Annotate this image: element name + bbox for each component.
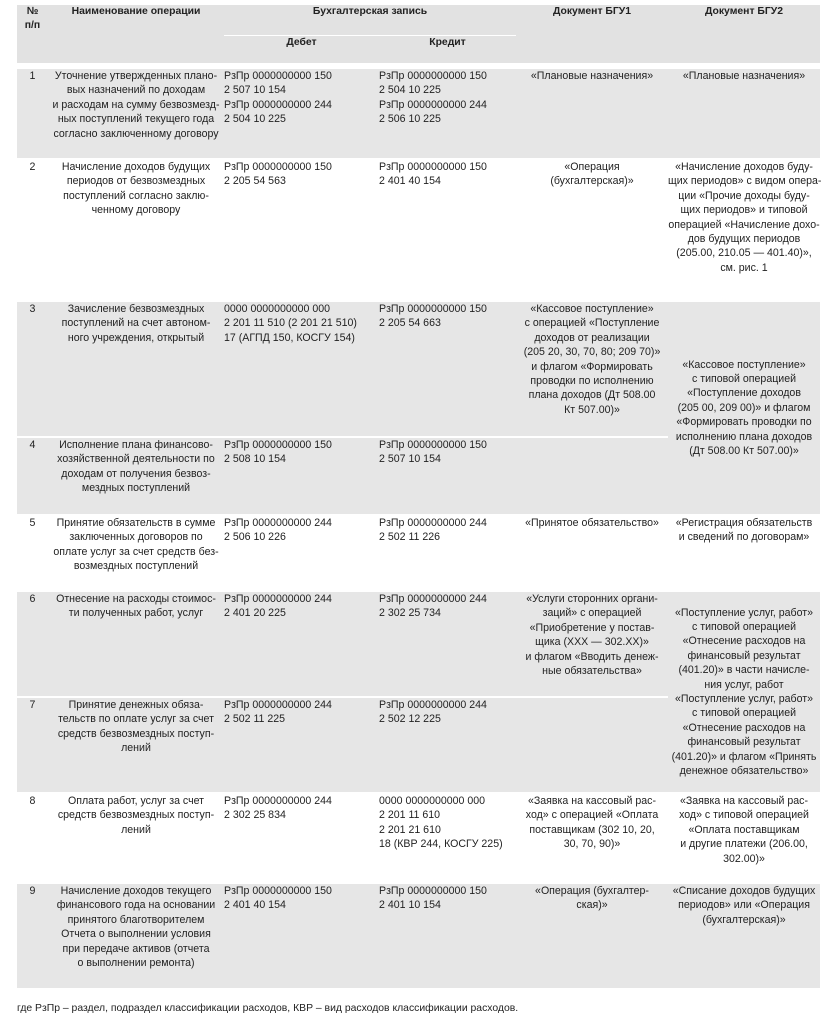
debit-cell: РзПр 0000000000 244 2 302 25 834 (224, 793, 379, 883)
credit-cell: РзПр 0000000000 244 2 302 25 734 (379, 591, 516, 697)
credit-cell: РзПр 0000000000 150 2 507 10 154 (379, 437, 516, 515)
operation-name: Начисление доходов будущих периодов от безвозмездных поступлений согласно заклю- ченному договору (48, 159, 224, 301)
credit-cell: РзПр 0000000000 244 2 502 12 225 (379, 697, 516, 793)
header-bgu2: Документ БГУ2 (668, 5, 820, 63)
operation-name: Зачисление безвозмездных поступлений на счет автоном- ного учреждения, открытый (48, 301, 224, 437)
table-row (17, 515, 820, 591)
bgu1-cell: «Операция (бухгалтерская)» (516, 159, 668, 301)
debit-cell: РзПр 0000000000 150 2 507 10 154 РзПр 0000000000 244 2 504 10 225 (224, 69, 379, 159)
bgu2-cell: «Заявка на кассовый рас- ход» с типовой операцией «Оплата поставщикам и другие платежи (206.00, 302.00)» (668, 793, 820, 883)
bgu1-cell: «Заявка на кассовый рас- ход» с операцией «Оплата поставщикам (302 10, 20, 30, 70, 90)» (516, 793, 668, 883)
operation-name: Исполнение плана финансово- хозяйственной деятельности по доходам от получения безвоз- мездных поступлений (48, 437, 224, 515)
debit-cell: РзПр 0000000000 150 2 205 54 563 (224, 159, 379, 301)
bgu1-cell (516, 697, 668, 793)
bgu1-cell: «Кассовое поступление» с операцией «Поступление доходов от реализации (205 20, 30, 70, 80; 209 70)» и флагом «Формировать проводки по исполнению плана доходов (Дт 508.00 Кт 507.00)» (516, 301, 668, 437)
credit-cell: РзПр 0000000000 244 2 502 11 226 (379, 515, 516, 591)
bgu2-cell: «Плановые назначения» (668, 69, 820, 159)
row-number: 3 (17, 301, 48, 437)
table-row (17, 883, 820, 989)
bgu1-cell: «Плановые назначения» (516, 69, 668, 159)
debit-cell: РзПр 0000000000 244 2 502 11 225 (224, 697, 379, 793)
bgu2-cell: «Регистрация обязательств и сведений по договорам» (668, 515, 820, 591)
credit-cell: РзПр 0000000000 150 2 401 40 154 (379, 159, 516, 301)
debit-cell: РзПр 0000000000 244 2 506 10 226 (224, 515, 379, 591)
table-row (17, 69, 820, 159)
header-operation: Наименование операции (48, 5, 224, 63)
table-row (17, 793, 820, 883)
operation-name: Принятие обязательств в сумме заключенных договоров по оплате услуг за счет средств без- возмездных поступлений (48, 515, 224, 591)
bgu1-cell: «Услуги сторонних органи- заций» с операцией «Приобретение у постав- щика (ХХХ — 302.ХХ)» и флагом «Вводить денеж- ные обязательства» (516, 591, 668, 697)
debit-cell: РзПр 0000000000 150 2 508 10 154 (224, 437, 379, 515)
operations-table (17, 5, 820, 990)
row-number: 8 (17, 793, 48, 883)
row-number: 5 (17, 515, 48, 591)
bgu2-cell: «Начисление доходов буду- щих периодов» с видом опера- ции «Прочие доходы буду- щих периодов» и типовой операцией «Начисление дохо- дов будущих периодов (205.00, 210.05 — 401.40)», см. рис. 1 (668, 159, 820, 301)
header-accounting-entry: Бухгалтерская запись (224, 5, 516, 36)
row-number: 1 (17, 69, 48, 159)
row-number: 4 (17, 437, 48, 515)
bgu2-cell: «Списание доходов будущих периодов» или «Операция (бухгалтерская)» (668, 883, 820, 989)
debit-cell: РзПр 0000000000 150 2 401 40 154 (224, 883, 379, 989)
bgu1-cell: «Операция (бухгалтер- ская)» (516, 883, 668, 989)
credit-cell: РзПр 0000000000 150 2 205 54 663 (379, 301, 516, 437)
debit-cell: РзПр 0000000000 244 2 401 20 225 (224, 591, 379, 697)
row-number: 2 (17, 159, 48, 301)
bgu1-cell (516, 437, 668, 515)
header-credit: Кредит (379, 36, 516, 64)
header-debit: Дебет (224, 36, 379, 64)
operation-name: Отнесение на расходы стоимос- ти полученных работ, услуг (48, 591, 224, 697)
debit-cell: 0000 0000000000 000 2 201 11 510 (2 201 21 510) 17 (АГПД 150, КОСГУ 154) (224, 301, 379, 437)
operation-name: Уточнение утвержденных плано- вых назначений по доходам и расходам на сумму безвозмезд- ных поступлений текущего года согласно заключенному договору (48, 69, 224, 159)
footnote: где РзПр – раздел, подраздел классификации расходов, КВР – вид расходов классификации расходов. (17, 1003, 519, 1014)
operation-name: Оплата работ, услуг за счет средств безвозмездных поступ- лений (48, 793, 224, 883)
operation-name: Принятие денежных обяза- тельств по оплате услуг за счет средств безвозмездных поступ- лений (48, 697, 224, 793)
bgu2-cell-merged: «Поступление услуг, работ» с типовой операцией «Отнесение расходов на финансовый результат (401.20)» в части начисле- ния услуг, работ «Поступление услуг, работ» с типовой операцией «Отнесение расходов на финансовый результат (401.20)» и флагом «Принять денежное обязательство» (668, 591, 820, 793)
credit-cell: РзПр 0000000000 150 2 401 10 154 (379, 883, 516, 989)
bgu1-cell: «Принятое обязательство» (516, 515, 668, 591)
header-bgu1: Документ БГУ1 (516, 5, 668, 63)
bgu2-cell-merged: «Кассовое поступление» с типовой операцией «Поступление доходов (205 00, 209 00)» и флагом «Формировать проводки по исполнению плана доходов (Дт 508.00 Кт 507.00)» (668, 301, 820, 515)
credit-cell: 0000 0000000000 000 2 201 11 610 2 201 21 610 18 (КВР 244, КОСГУ 225) (379, 793, 516, 883)
credit-cell: РзПр 0000000000 150 2 504 10 225 РзПр 0000000000 244 2 506 10 225 (379, 69, 516, 159)
table-row (17, 159, 820, 301)
row-number: 9 (17, 883, 48, 989)
table-row (17, 301, 820, 437)
table-row (17, 591, 820, 697)
header-num: № п/п (17, 5, 48, 63)
operation-name: Начисление доходов текущего финансового года на основании принятого благотворителем Отчета о выполнении условия при передаче активов (отчета о выполнении ремонта) (48, 883, 224, 989)
row-number: 7 (17, 697, 48, 793)
row-number: 6 (17, 591, 48, 697)
